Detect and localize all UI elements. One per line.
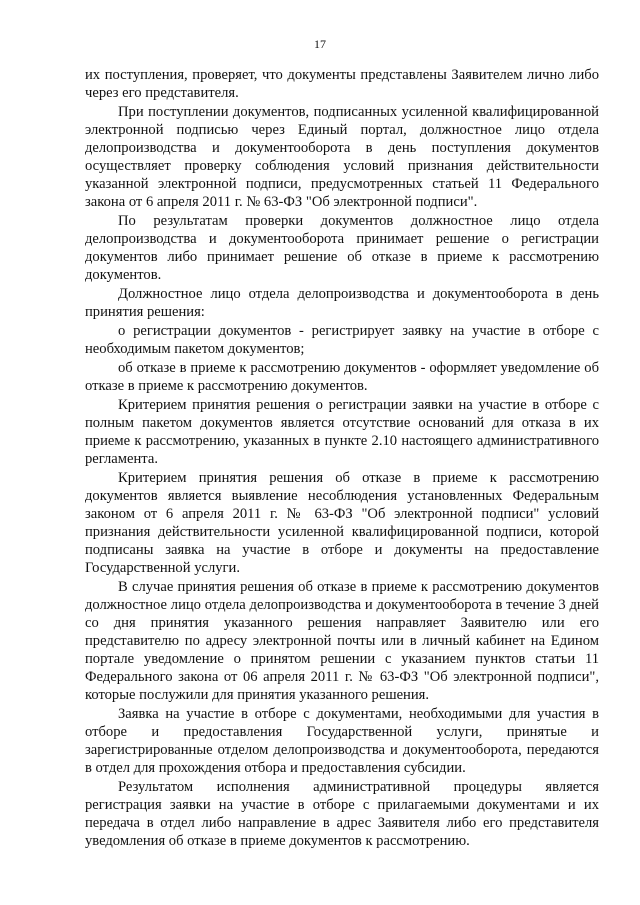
- document-body: [85, 66, 599, 851]
- paragraph-registration-action: о регистрации документов - регистрирует заявку на участие в отборе с необходимым пакетом документов;: [85, 323, 599, 357]
- paragraph-refusal-criterion: Критерием принятия решения об отказе в приеме к рассмотрению документов является выявление несоблюдения установленных Федеральным законом от 6 апреля 2011 г. № 63-ФЗ "Об электронной подписи" условий признания действительности усиленной квалифицированной подписи, которой подписаны заявка на участие в отборе и документы на предоставление Государственной услуги.: [85, 470, 599, 576]
- paragraph-electronic-signature-check: При поступлении документов, подписанных усиленной квалифицированной электронной подписью через Единый портал, должностное лицо отдела делопроизводства и документооборота в день поступления документов осуществляет проверку соблюдения условий признания действительности указанной электронной подписи, предусмотренных статьей 11 Федерального закона от 6 апреля 2011 г. № 63-ФЗ "Об электронной подписи".: [85, 104, 599, 210]
- paragraph-procedure-result: Результатом исполнения административной процедуры является регистрация заявки на участие в отборе с прилагаемыми документами и их передача в отдел либо направление в адрес Заявителя либо его представителя уведомления об отказе в приеме документов к рассмотрению.: [85, 779, 599, 849]
- page-number: 17: [314, 37, 326, 51]
- paragraph-refusal-notification: В случае принятия решения об отказе в приеме к рассмотрению документов должностное лицо отдела делопроизводства и документооборота в течение 3 дней со дня принятия указанного решения направляет Заявителю или его представителю по адресу электронной почты или в личный кабинет на Едином портале уведомление о принятом решении с указанием пунктов статьи 11 Федерального закона от 06 апреля 2011 г. № 63-ФЗ "Об электронной подписи", которые послужили для принятия указанного решения.: [85, 579, 599, 703]
- paragraph-decision-day: Должностное лицо отдела делопроизводства и документооборота в день принятия решения:: [85, 286, 599, 320]
- paragraph-refusal-action: об отказе в приеме к рассмотрению документов - оформляет уведомление об отказе в приеме к рассмотрению документов.: [85, 360, 599, 394]
- paragraph-transfer-to-department: Заявка на участие в отборе с документами, необходимыми для участия в отборе и предоставления Государственной услуги, принятые и зарегистрированные отделом делопроизводства и документооборота, передаются в отдел для прохождения отбора и предоставления субсидии.: [85, 706, 599, 776]
- paragraph-registration-criterion: Критерием принятия решения о регистрации заявки на участие в отборе с полным пакетом документов является отсутствие оснований для отказа в их приеме к рассмотрению, указанных в пункте 2.10 настоящего административного регламента.: [85, 397, 599, 467]
- paragraph-check-results: По результатам проверки документов должностное лицо отдела делопроизводства и документооборота принимает решение о регистрации документов либо принимает решение об отказе в приеме к рассмотрению документов.: [85, 213, 599, 283]
- paragraph-continuation: их поступления, проверяет, что документы представлены Заявителем лично либо через его представителя.: [85, 67, 599, 101]
